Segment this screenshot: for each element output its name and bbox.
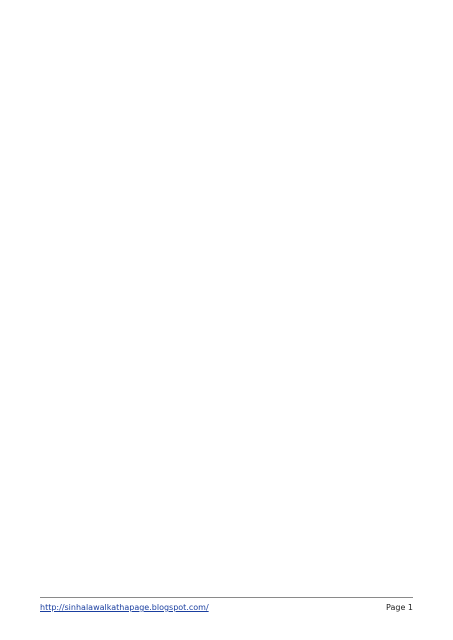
paragraph-6 (40, 131, 413, 143)
blog-url-link[interactable]: http://sinhalawalkathapage.blogspot.com/ (40, 603, 209, 612)
page-number: Page 1 (386, 603, 413, 612)
paragraph-1 (40, 26, 413, 38)
paragraph-5 (40, 110, 413, 122)
paragraph-2 (40, 47, 413, 59)
paragraph-3 (40, 68, 413, 80)
paragraph-9 (40, 194, 413, 206)
paragraph-7 (40, 152, 413, 164)
page-footer (40, 597, 413, 612)
paragraph-4 (40, 89, 413, 101)
paragraph-8 (40, 173, 413, 185)
document-body (40, 26, 413, 206)
